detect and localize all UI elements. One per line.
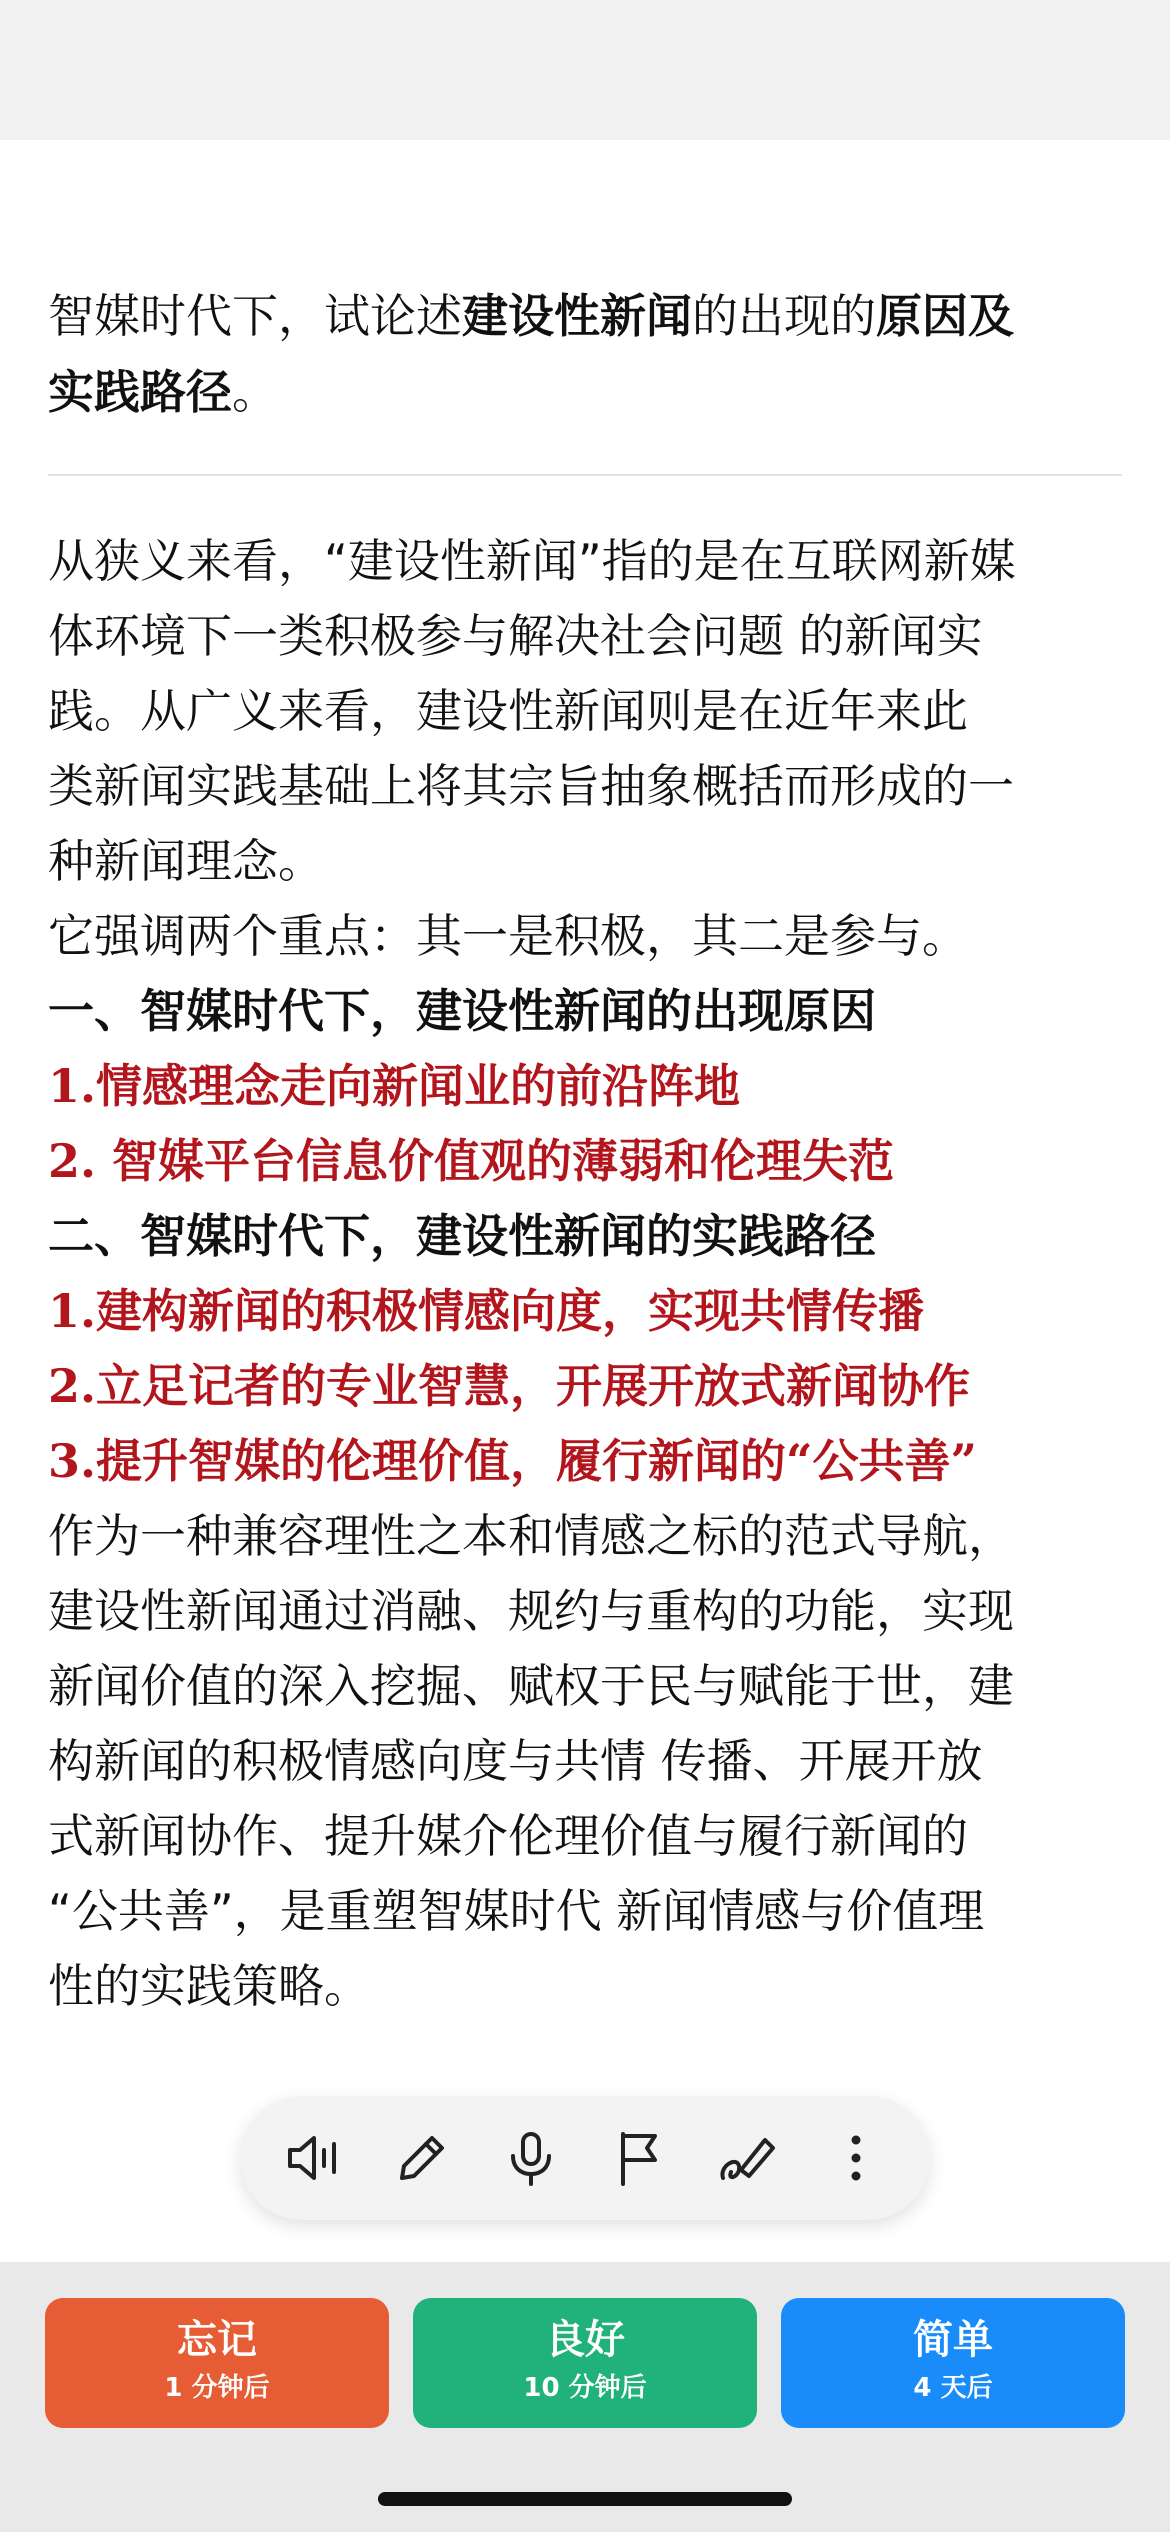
question-text: 智媒时代下，试论述建设性新闻的出现的原因及 实践路径。 [48, 289, 1014, 419]
reason-item: 2. 智媒平台信息价值观的薄弱和伦理失范 [48, 1134, 895, 1188]
more-button[interactable] [816, 2118, 896, 2198]
answer-line: 从狭义来看，“建设性新闻”指的是在互联网新媒 [48, 534, 1016, 588]
flag-button[interactable] [599, 2118, 679, 2198]
easy-interval: 4 天后 [913, 2373, 993, 2403]
path-item: 2.立足记者的专业智慧，开展开放式新闻协作 [48, 1359, 971, 1413]
easy-label: 简单 [913, 2317, 993, 2363]
card-content [48, 278, 1122, 2024]
answer-line: 体环境下一类积极参与解决社会问题 的新闻实 [48, 609, 983, 663]
conclusion-line: 新闻价值的深入挖掘、赋权于民与赋能于世，建 [48, 1659, 1014, 1713]
pencil-icon [390, 2126, 454, 2190]
home-indicator [378, 2492, 792, 2506]
speaker-button[interactable] [274, 2118, 354, 2198]
conclusion-line: 式新闻协作、提升媒介伦理价值与履行新闻的 [48, 1809, 968, 1863]
good-label: 良好 [545, 2317, 625, 2363]
top-bar [0, 0, 1170, 140]
answer-text [48, 524, 1122, 2024]
conclusion-line: 性的实践策略。 [48, 1959, 370, 2013]
conclusion-line: 作为一种兼容理性之本和情感之标的范式导航， [48, 1509, 1014, 1563]
answer-line: 践。从广义来看，建设性新闻则是在近年来此 [48, 684, 968, 738]
more-vertical-icon [824, 2126, 888, 2190]
good-interval: 10 分钟后 [523, 2373, 647, 2403]
conclusion-line: 构新闻的积极情感向度与共情 传播、开展开放 [48, 1734, 983, 1788]
answer-line: 它强调两个重点：其一是积极，其二是参与。 [48, 909, 968, 963]
speaker-icon [282, 2126, 346, 2190]
conclusion-line: 建设性新闻通过消融、规约与重构的功能，实现 [48, 1584, 1014, 1638]
heading-paths: 二、智媒时代下，建设性新闻的实践路径 [48, 1209, 876, 1263]
path-item: 1.建构新闻的积极情感向度，实现共情传播 [48, 1284, 925, 1338]
answer-line: 种新闻理念。 [48, 834, 324, 888]
floating-toolbar [240, 2096, 930, 2220]
forgot-interval: 1 分钟后 [164, 2373, 270, 2403]
forgot-button[interactable] [45, 2298, 389, 2428]
edit-button[interactable] [382, 2118, 462, 2198]
path-item: 3.提升智媒的伦理价值，履行新闻的“公共善” [48, 1434, 977, 1488]
good-button[interactable] [413, 2298, 757, 2428]
microphone-icon [499, 2126, 563, 2190]
signature-icon [715, 2126, 779, 2190]
heading-reasons: 一、智媒时代下，建设性新闻的出现原因 [48, 984, 876, 1038]
reason-item: 1.情感理念走向新闻业的前沿阵地 [48, 1059, 741, 1113]
forgot-label: 忘记 [177, 2317, 257, 2363]
answer-line: 类新闻实践基础上将其宗旨抽象概括而形成的一 [48, 759, 1014, 813]
conclusion-line: “公共善”，是重塑智媒时代 新闻情感与价值理 [48, 1884, 985, 1938]
draw-button[interactable] [707, 2118, 787, 2198]
easy-button[interactable] [781, 2298, 1125, 2428]
divider [48, 474, 1122, 476]
flag-icon [607, 2126, 671, 2190]
record-button[interactable] [491, 2118, 571, 2198]
